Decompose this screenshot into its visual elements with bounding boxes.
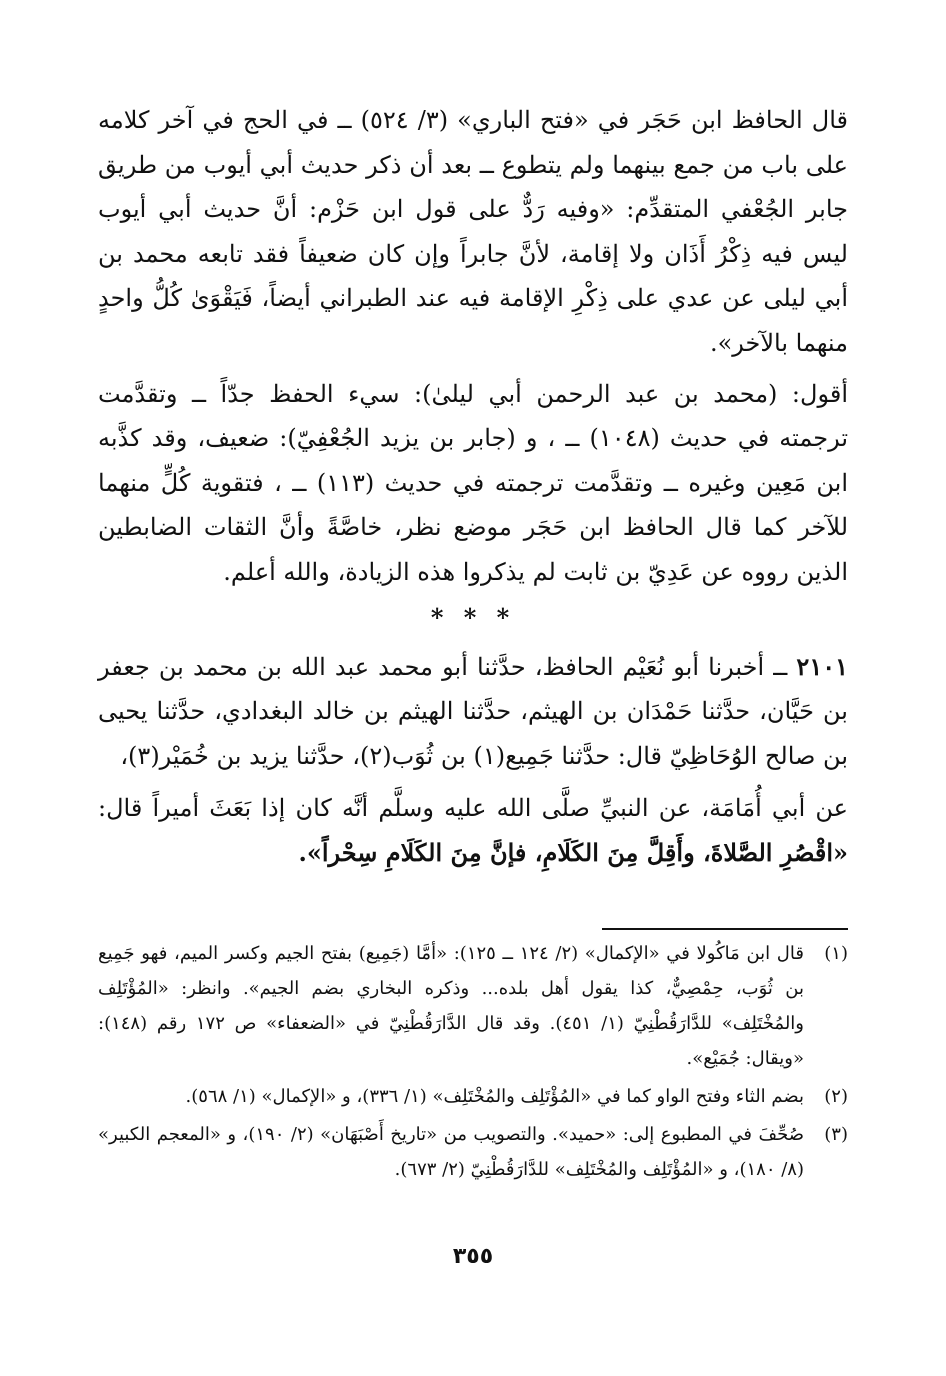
- footnote-number: (٢): [824, 1086, 848, 1107]
- hadith-matn: [98, 786, 848, 875]
- hadith-matn-quote: «اقْصُرِ الصَّلاةَ، وأَقِلَّ مِنَ الكَلَامِ، فإنَّ مِنَ الكَلَامِ سِحْراً».: [298, 837, 848, 867]
- footnotes: [98, 936, 848, 1190]
- footnote-text: قال ابن مَاكُولا في «الإكمال» (٢/ ١٢٤ ــ ١٢٥): «أمَّا (جَمِيع) بفتح الجيم وكسر الميم، فهو جَمِيع بن ثُوَب، حِمْصِيٌّ، كذا يقول أهل بلده... وذكره البخاري بضم الجيم». وانظر: «المُؤْتَلِف والمُخْتَلِف» للدَّارَقُطْنِيّ (١/ ٤٥١). وقد قال الدَّارَقُطْنِيّ في «الضعفاء» ص ١٧٢ رقم (١٤٨): «ويقال: جُمَيْع».: [98, 943, 804, 1069]
- paragraph-ibn-hajar-quote: قال الحافظ ابن حَجَر في «فتح الباري» (٣/ ٥٢٤) ــ في الحج في آخر كلامه على باب من جمع بينهما ولم يتطوع ــ بعد أن ذكر حديث أبي أيوب من طريق جابر الجُعْفي المتقدِّم: «وفيه رَدٌّ على قول ابن حَزْم: أنَّ حديث أبي أيوب ليس فيه ذِكْرُ أَذَان ولا إقامة، لأنَّ جابراً وإن كان ضعيفاً فقد تابعه محمد بن أبي ليلى عن عدي على ذِكْرِ الإقامة فيه عند الطبراني أيضاً، فَيَقْوَىٰ كُلُّ واحدٍ منهما بالآخر».: [98, 106, 848, 357]
- hadith-isnad-text: ــ أخبرنا أبو نُعَيْم الحافظ، حدَّثنا أبو محمد عبد الله بن محمد بن جعفر بن حَيَّان، حدَّثنا حَمْدَان بن الهيثم، حدَّثنا الهيثم بن خالد البغدادي، حدَّثنا يحيى بن صالح الوُحَاظِيّ قال: حدَّثنا جَمِيع(١) بن ثُوَب(٢)، حدَّثنا يزيد بن خُمَيْر(٣)،: [98, 652, 848, 770]
- hadith-isnad: [98, 645, 848, 779]
- main-text: [98, 98, 848, 876]
- footnote-divider: [602, 928, 848, 930]
- section-separator: * * *: [430, 602, 516, 632]
- hadith-number: ٢١٠١: [796, 651, 848, 681]
- footnote-text: بضم الثاء وفتح الواو كما في «المُؤْتَلِف والمُخْتَلِف» (١/ ٣٣٦)، و «الإكمال» (١/ ٥٦٨).: [185, 1086, 804, 1107]
- footnote-1: [98, 936, 848, 1076]
- paragraph-author-comment: أقول: (محمد بن عبد الرحمن أبي ليلىٰ): سيء الحفظ جدّاً ــ وتقدَّمت ترجمته في حديث (١٠٤٨) ــ ، و (جابر بن يزيد الجُعْفِيّ): ضعيف، وقد كذَّبه ابن مَعِين وغيره ــ وتقدَّمت ترجمته في حديث (١١٣) ــ ، فتقوية كُلٍّ منهما للآخر كما قال الحافظ ابن حَجَر موضع نظر، خاصَّةً وأنَّ الثقات الضابطين الذين رووه عن عَدِيّ بن ثابت لم يذكروا هذه الزيادة، والله أعلم.: [98, 379, 849, 586]
- footnote-3: [98, 1117, 848, 1187]
- footnote-number: (٣): [824, 1124, 848, 1145]
- page-number: ٣٥٥: [452, 1244, 494, 1269]
- footnote-number: (١): [824, 943, 848, 964]
- footnote-text: صُحِّفَ في المطبوع إلى: «حميد». والتصويب من «تاريخ أَصْبَهَان» (٢/ ١٩٠)، و «المعجم الكبير» (٨/ ١٨٠)، و «المُؤْتَلِف والمُخْتَلِف» للدَّارَقُطْنِيّ (٢/ ٦٧٣).: [98, 1124, 804, 1180]
- hadith-matn-intro: عن أبي أُمَامَة، عن النبيِّ صلَّى الله عليه وسلَّم أنَّه كان إذا بَعَثَ أميراً قال:: [98, 794, 848, 823]
- footnote-2: [98, 1079, 848, 1114]
